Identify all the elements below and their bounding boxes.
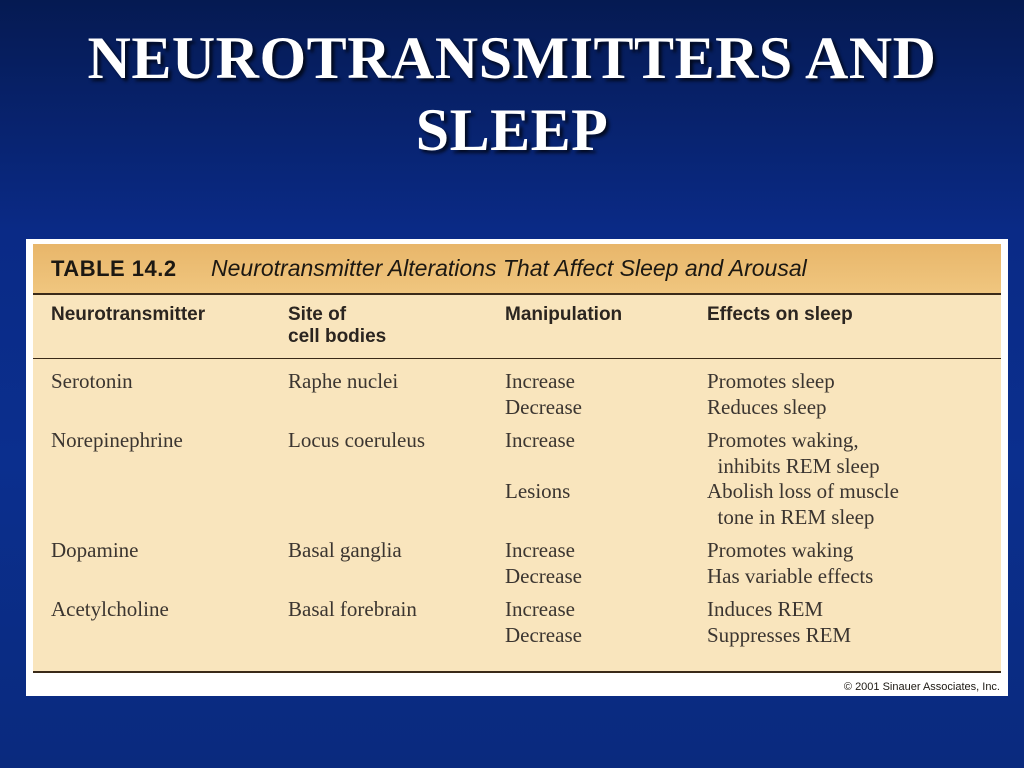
header-manipulation: Manipulation — [505, 304, 623, 325]
row-1-manipulation: Increase Decrease — [505, 369, 582, 419]
slide-title — [0, 22, 1024, 166]
row-3-manipulation: Increase Decrease — [505, 538, 582, 588]
table-number: TABLE 14.2 — [51, 256, 177, 281]
row-4-manipulation: Increase Decrease — [505, 597, 582, 647]
row-3-effects: Promotes waking Has variable effects — [707, 538, 874, 588]
row-4-site: Basal forebrain — [288, 597, 417, 621]
table-panel — [33, 244, 1001, 673]
header-neurotransmitter: Neurotransmitter — [51, 304, 206, 325]
row-3-neurotransmitter: Dopamine — [51, 538, 139, 562]
slide-title-line-1: NEUROTRANSMITTERS AND — [87, 25, 937, 91]
row-4-neurotransmitter: Acetylcholine — [51, 597, 169, 621]
copyright-credit: © 2001 Sinauer Associates, Inc. — [843, 681, 1000, 693]
row-2-manipulation: Increase Lesions — [505, 428, 575, 503]
row-2-neurotransmitter: Norepinephrine — [51, 428, 183, 452]
header-site-line-2: cell bodies — [288, 326, 387, 347]
row-1-effects: Promotes sleep Reduces sleep — [707, 369, 835, 419]
row-4-effects: Induces REM Suppresses REM — [707, 597, 852, 647]
table-caption-bar — [33, 244, 1001, 295]
row-3-site: Basal ganglia — [288, 538, 402, 562]
header-site-line-1: Site of — [288, 304, 347, 325]
table-title: Neurotransmitter Alterations That Affect Sleep and Arousal — [211, 255, 807, 281]
row-1-neurotransmitter: Serotonin — [51, 369, 133, 393]
table-image-frame — [26, 239, 1008, 696]
header-effects: Effects on sleep — [707, 304, 853, 325]
bottom-rule — [33, 671, 1001, 673]
row-2-site: Locus coeruleus — [288, 428, 426, 452]
row-1-site: Raphe nuclei — [288, 369, 399, 393]
header-site — [288, 304, 386, 348]
header-rule — [33, 358, 1001, 359]
slide-title-line-2: SLEEP — [415, 97, 609, 163]
row-2-effects: Promotes waking, inhibits REM sleep Abolish loss of muscle tone in REM sleep — [707, 428, 899, 529]
